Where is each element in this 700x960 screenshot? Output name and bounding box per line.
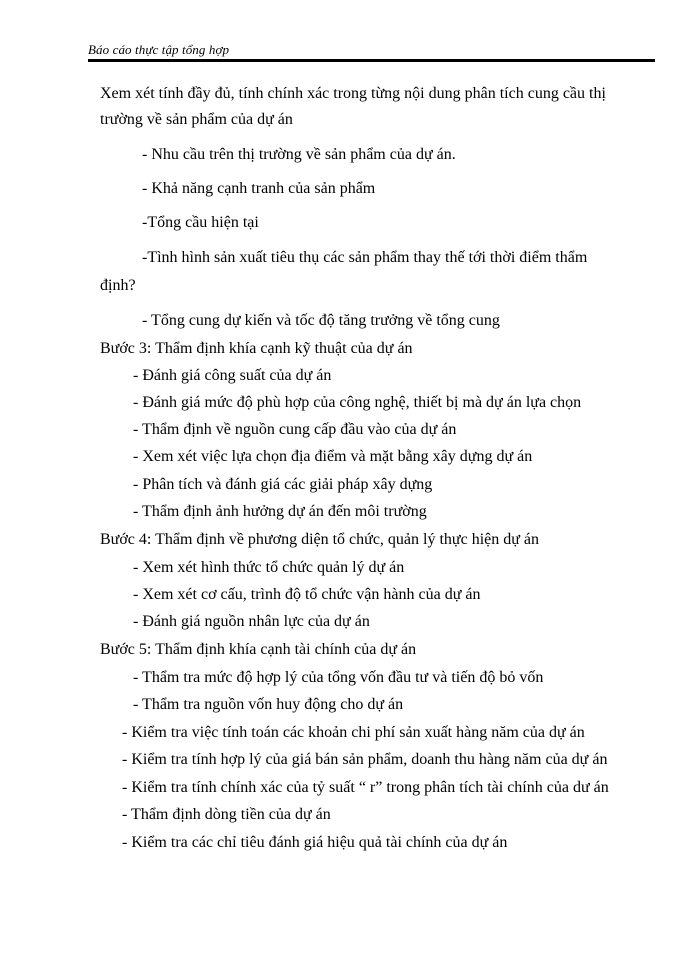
list-item: - Phân tích và đánh giá các giải pháp xây dựng bbox=[133, 476, 433, 493]
step-heading: Bước 4: Thẩm định về phương diện tổ chức, quản lý thực hiện dự án bbox=[100, 531, 540, 548]
page-header: Báo cáo thực tập tổng hợp bbox=[88, 42, 230, 57]
list-item: - Kiểm tra tính chính xác của tỷ suất “ r” trong phân tích tài chính của dư án bbox=[122, 779, 609, 796]
paragraph-line: trường về sản phẩm của dự án bbox=[100, 111, 293, 128]
list-item: - Xem xét việc lựa chọn địa điểm và mặt bằng xây dựng dự án bbox=[133, 448, 533, 465]
header-rule bbox=[88, 59, 655, 62]
list-item: - Đánh giá nguồn nhân lực của dự án bbox=[133, 613, 370, 630]
list-item: - Xem xét hình thức tổ chức quản lý dự án bbox=[133, 559, 405, 576]
list-item: - Kiểm tra việc tính toán các khoản chi phí sản xuất hàng năm của dự án bbox=[122, 724, 585, 741]
step-heading: Bước 5: Thẩm định khía cạnh tài chính của dự án bbox=[100, 641, 417, 658]
list-item: - Thẩm định về nguồn cung cấp đầu vào của dự án bbox=[133, 421, 457, 438]
list-item: -Tổng cầu hiện tại bbox=[142, 214, 259, 231]
list-item: - Kiểm tra tính hợp lý của giá bán sản phẩm, doanh thu hàng năm của dự án bbox=[122, 751, 608, 768]
list-item: - Thẩm định dòng tiền của dự án bbox=[122, 806, 331, 823]
list-item: - Đánh giá mức độ phù hợp của công nghệ, thiết bị mà dự án lựa chọn bbox=[133, 394, 582, 411]
list-item: - Xem xét cơ cấu, trình độ tổ chức vận hành của dự án bbox=[133, 586, 481, 603]
list-item: - Kiểm tra các chỉ tiêu đánh giá hiệu quả tài chính của dự án bbox=[122, 834, 508, 851]
list-item: - Tổng cung dự kiến và tốc độ tăng trưởng về tổng cung bbox=[142, 312, 500, 329]
list-item: - Thẩm tra nguồn vốn huy động cho dự án bbox=[133, 696, 404, 713]
step-heading: Bước 3: Thẩm định khía cạnh kỹ thuật của dự án bbox=[100, 340, 413, 357]
list-item: - Thẩm tra mức độ hợp lý của tổng vốn đầu tư và tiến độ bỏ vốn bbox=[133, 669, 544, 686]
list-item: - Thẩm định ảnh hưởng dự án đến môi trường bbox=[133, 503, 427, 520]
list-item: - Đánh giá công suất của dự án bbox=[133, 367, 332, 384]
paragraph-line: Xem xét tính đầy đủ, tính chính xác trong từng nội dung phân tích cung cầu thị bbox=[100, 85, 606, 102]
list-item: -Tình hình sản xuất tiêu thụ các sản phẩm thay thế tới thời điểm thẩm bbox=[142, 249, 588, 266]
list-item-continuation: định? bbox=[100, 277, 136, 294]
list-item: - Nhu cầu trên thị trường về sản phẩm của dự án. bbox=[142, 146, 456, 163]
list-item: - Khả năng cạnh tranh của sản phẩm bbox=[142, 180, 376, 197]
